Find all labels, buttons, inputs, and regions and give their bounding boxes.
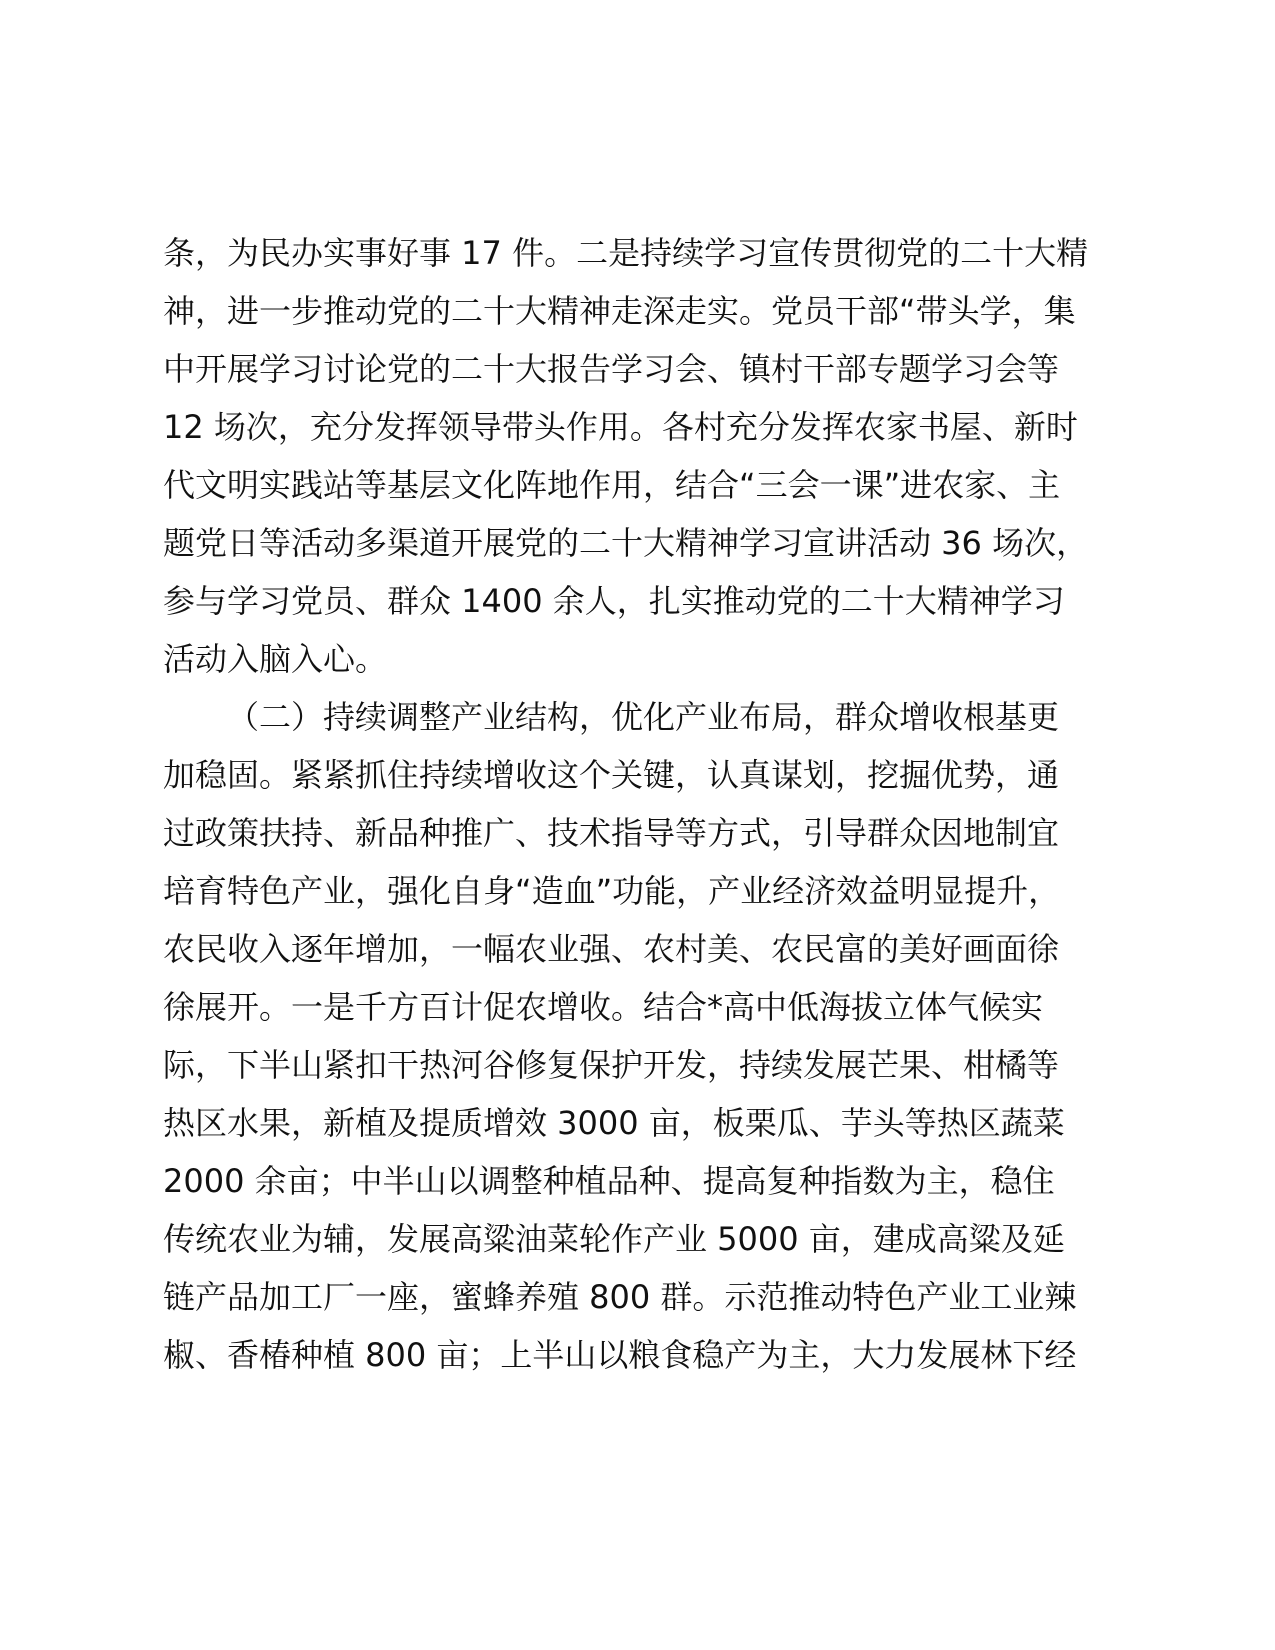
text-line: 热区水果，新植及提质增效 3000 亩，板栗瓜、芋头等热区蔬菜 (163, 1104, 1065, 1142)
text-line: 加稳固。紧紧抓住持续增收这个关键，认真谋划，挖掘优势，通 (163, 756, 1060, 794)
text-line: 过政策扶持、新品种推广、技术指导等方式，引导群众因地制宜 (163, 814, 1060, 852)
text-line: 12 场次，充分发挥领导带头作用。各村充分发挥农家书屋、新时 (163, 408, 1078, 446)
text-line: 徐展开。一是千方百计促农增收。结合*高中低海拔立体气候实 (163, 988, 1044, 1026)
text-line: 中开展学习讨论党的二十大报告学习会、镇村干部专题学习会等 (163, 350, 1060, 388)
text-line: 条，为民办实事好事 17 件。二是持续学习宣传贯彻党的二十大精 (163, 234, 1089, 272)
text-line: 代文明实践站等基层文化阵地作用，结合“三会一课”进农家、主 (163, 466, 1061, 504)
text-line: 培育特色产业，强化自身“造血”功能，产业经济效益明显提升， (163, 872, 1061, 910)
text-line: 椒、香椿种植 800 亩；上半山以粮食稳产为主，大力发展林下经 (163, 1336, 1077, 1374)
body-text (163, 224, 1123, 1384)
text-line: 题党日等活动多渠道开展党的二十大精神学习宣讲活动 36 场次， (163, 524, 1089, 562)
text-line: 活动入脑入心。 (163, 640, 388, 678)
text-line: 2000 余亩；中半山以调整种植品种、提高复种指数为主，稳住 (163, 1162, 1055, 1200)
text-line: 传统农业为辅，发展高粱油菜轮作产业 5000 亩，建成高粱及延 (163, 1220, 1065, 1258)
text-line: 神，进一步推动党的二十大精神走深走实。党员干部“带头学，集 (163, 292, 1076, 330)
text-line: 农民收入逐年增加，一幅农业强、农村美、农民富的美好画面徐 (163, 930, 1060, 968)
text-line: 参与学习党员、群众 1400 余人，扎实推动党的二十大精神学习 (163, 582, 1065, 620)
section-heading-line: （二）持续调整产业结构，优化产业布局，群众增收根基更 (227, 698, 1060, 736)
text-line: 链产品加工厂一座，蜜蜂养殖 800 群。示范推动特色产业工业辣 (163, 1278, 1077, 1316)
text-line: 际，下半山紧扣干热河谷修复保护开发，持续发展芒果、柑橘等 (163, 1046, 1060, 1084)
